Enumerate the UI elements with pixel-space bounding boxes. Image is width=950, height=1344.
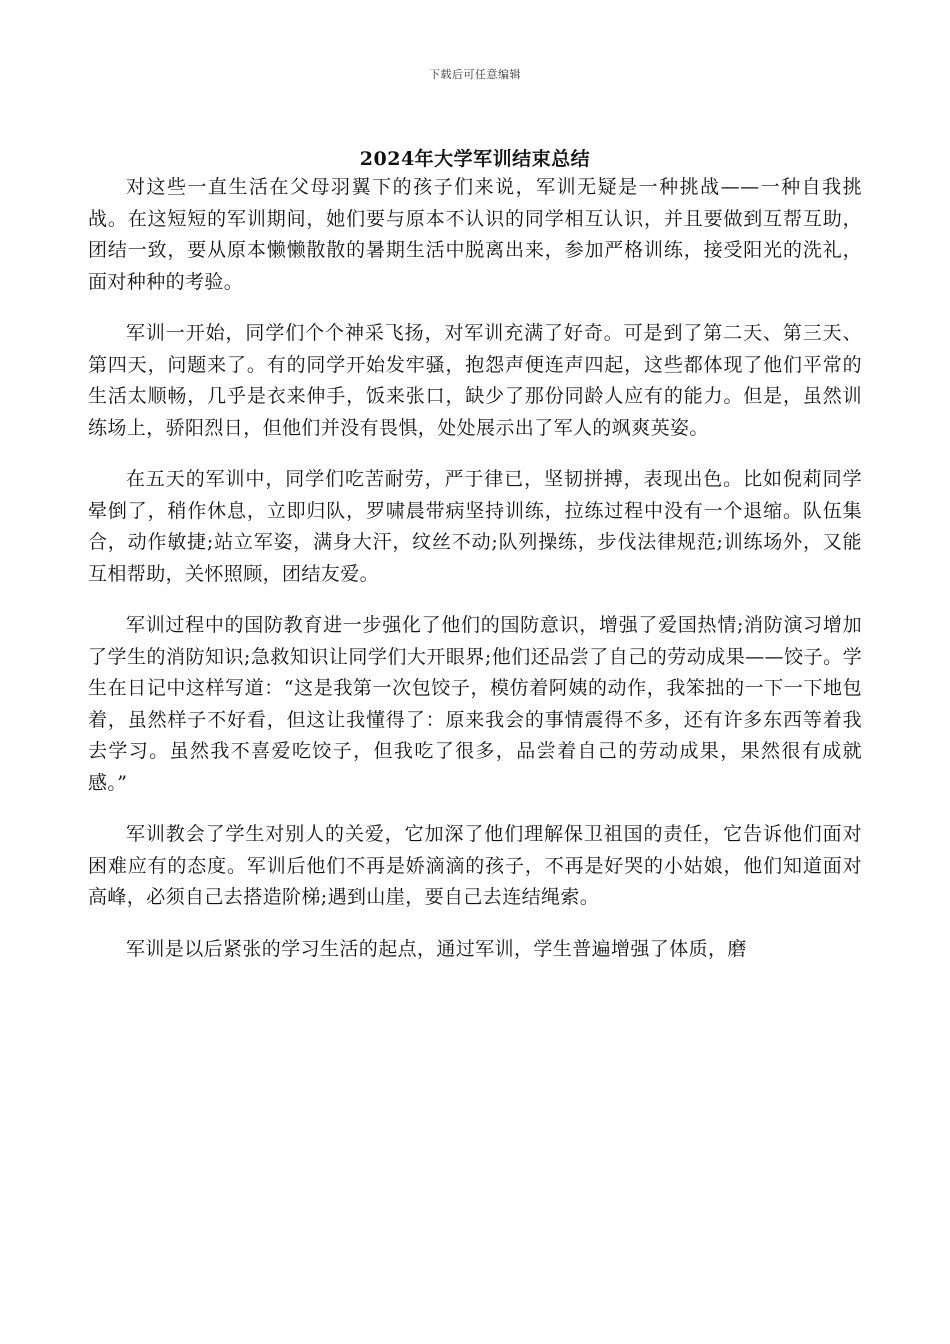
paragraph-4: 军训过程中的国防教育进一步强化了他们的国防意识，增强了爱国热情;消防演习增加了学生的消防知识;急救知识让同学们大开眼界;他们还品尝了自己的劳动成果——饺子。学生在日记中这样写道：“这是我第一次包饺子，模仿着阿姨的动作，我笨拙的一下一下地包着，虽然样子不好看，但这让我懂得了：原来我会的事情震得不多，还有许多东西等着我去学习。虽然我不喜爱吃饺子，但我吃了很多，品尝着自己的劳动成果，果然很有成就感。” <box>88 614 862 794</box>
document-title: 2024年大学军训结束总结 <box>359 148 591 170</box>
paragraph-5: 军训教会了学生对别人的关爱，它加深了他们理解保卫祖国的责任，它告诉他们面对困难应有的态度。军训后他们不再是娇滴滴的孩子，不再是好哭的小姑娘，他们知道面对高峰，必须自己去搭造阶梯;遇到山崖，要自己去连结绳索。 <box>88 823 862 908</box>
paragraph-1: 对这些一直生活在父母羽翼下的孩子们来说，军训无疑是一种挑战——一种自我挑战。在这短短的军训期间，她们要与原本不认识的同学相互认识，并且要做到互帮互助，团结一致，要从原本懒懒散散的暑期生活中脱离出来，参加严格训练，接受阳光的洗礼，面对种种的考验。 <box>88 176 862 293</box>
document-body <box>88 172 862 985</box>
paragraph-6: 军训是以后紧张的学习生活的起点，通过军训，学生普遍增强了体质，磨 <box>126 937 747 960</box>
paragraph-2: 军训一开始，同学们个个神采飞扬，对军训充满了好奇。可是到了第二天、第三天、第四天，问题来了。有的同学开始发牢骚，抱怨声便连声四起，这些都体现了他们平常的生活太顺畅，几乎是衣来伸手，饭来张口，缺少了那份同龄人应有的能力。但是，虽然训练场上，骄阳烈日，但他们并没有畏惧，处处展示出了军人的飒爽英姿。 <box>88 322 862 439</box>
header-note: 下载后可任意编辑 <box>429 68 521 81</box>
paragraph-3: 在五天的军训中，同学们吃苦耐劳，严于律已，坚韧拼搏，表现出色。比如倪莉同学晕倒了，稍作休息，立即归队，罗啸晨带病坚持训练，拉练过程中没有一个退缩。队伍集合，动作敏捷;站立军姿，满身大汗，纹丝不动;队列操练，步伐法律规范;训练场外，又能互相帮助，关怀照顾，团结友爱。 <box>88 468 862 585</box>
